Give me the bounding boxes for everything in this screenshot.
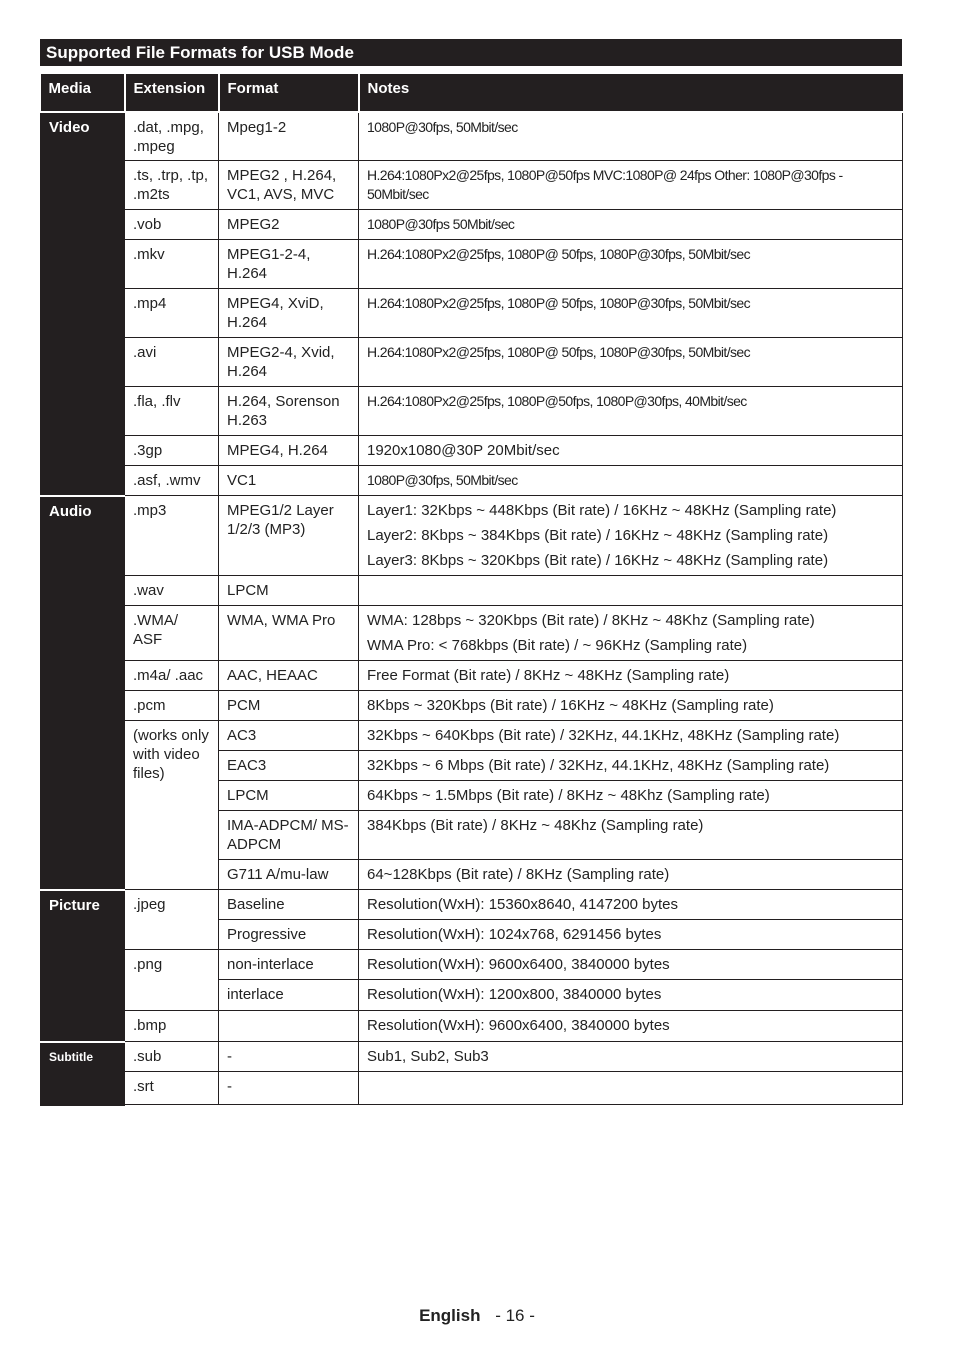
column-header-notes: Notes bbox=[359, 73, 903, 112]
extension-cell: .jpeg bbox=[125, 890, 219, 950]
format-cell: MPEG2 bbox=[219, 210, 359, 240]
media-picture: Picture bbox=[41, 890, 125, 1042]
extension-cell: .vob bbox=[125, 210, 219, 240]
table-row bbox=[41, 289, 903, 338]
extension-cell: .asf, .wmv bbox=[125, 466, 219, 496]
table-row bbox=[41, 950, 903, 980]
notes-cell: 64~128Kbps (Bit rate) / 8KHz (Sampling rate) bbox=[359, 860, 903, 890]
format-cell: AAC, HEAAC bbox=[219, 661, 359, 691]
table-row bbox=[41, 721, 903, 751]
extension-cell: .srt bbox=[125, 1072, 219, 1105]
format-cell: H.264, Sorenson H.263 bbox=[219, 387, 359, 436]
format-cell: LPCM bbox=[219, 781, 359, 811]
table-row bbox=[41, 161, 903, 210]
extension-cell: (works only with video files) bbox=[125, 721, 219, 890]
extension-cell: .wav bbox=[125, 576, 219, 606]
format-cell: IMA-ADPCM/ MS-ADPCM bbox=[219, 811, 359, 860]
footer-language: English bbox=[419, 1306, 481, 1325]
notes-cell: Resolution(WxH): 1024x768, 6291456 bytes bbox=[359, 920, 903, 950]
table-row bbox=[41, 661, 903, 691]
format-cell: - bbox=[219, 1042, 359, 1072]
format-cell: MPEG2 , H.264, VC1, AVS, MVC bbox=[219, 161, 359, 210]
extension-cell: .avi bbox=[125, 338, 219, 387]
format-cell: Mpeg1-2 bbox=[219, 112, 359, 161]
note-line: WMA: 128bps ~ 320Kbps (Bit rate) / 8KHz ~ 48Khz (Sampling rate) bbox=[367, 612, 815, 629]
format-cell: Baseline bbox=[219, 890, 359, 920]
note-line: WMA Pro: < 768kbps (Bit rate) / ~ 96KHz (Sampling rate) bbox=[367, 637, 748, 654]
table-row bbox=[41, 210, 903, 240]
media-audio: Audio bbox=[41, 496, 125, 890]
notes-cell: H.264:1080Px2@25fps, 1080P@50fps, 1080P@30fps, 40Mbit/sec bbox=[359, 387, 903, 436]
notes-cell: 1080P@30fps, 50Mbit/sec bbox=[359, 112, 903, 161]
notes-cell: 8Kbps ~ 320Kbps (Bit rate) / 16KHz ~ 48KHz (Sampling rate) bbox=[359, 691, 903, 721]
notes-cell: Free Format (Bit rate) / 8KHz ~ 48KHz (Sampling rate) bbox=[359, 661, 903, 691]
format-cell: WMA, WMA Pro bbox=[219, 606, 359, 661]
table-row bbox=[41, 1072, 903, 1105]
notes-cell: 384Kbps (Bit rate) / 8KHz ~ 48Khz (Sampling rate) bbox=[359, 811, 903, 860]
note-line: Layer1: 32Kbps ~ 448Kbps (Bit rate) / 16KHz ~ 48KHz (Sampling rate) bbox=[367, 502, 837, 519]
table-row bbox=[41, 436, 903, 466]
extension-cell: .mkv bbox=[125, 240, 219, 289]
extension-cell: .mp4 bbox=[125, 289, 219, 338]
header-row bbox=[41, 73, 903, 112]
section-title: Supported File Formats for USB Mode bbox=[40, 39, 902, 66]
format-cell: LPCM bbox=[219, 576, 359, 606]
note-line: Layer3: 8Kbps ~ 320Kbps (Bit rate) / 16KHz ~ 48KHz (Sampling rate) bbox=[367, 552, 829, 569]
format-cell: interlace bbox=[219, 980, 359, 1011]
extension-cell: .mp3 bbox=[125, 496, 219, 576]
column-header-extension: Extension bbox=[125, 73, 219, 112]
notes-cell: Resolution(WxH): 9600x6400, 3840000 bytes bbox=[359, 1011, 903, 1042]
notes-cell: Sub1, Sub2, Sub3 bbox=[359, 1042, 903, 1072]
notes-cell: H.264:1080Px2@25fps, 1080P@ 50fps, 1080P@30fps, 50Mbit/sec bbox=[359, 289, 903, 338]
format-cell: MPEG1/2 Layer 1/2/3 (MP3) bbox=[219, 496, 359, 576]
extension-cell: .bmp bbox=[125, 1011, 219, 1042]
table-row bbox=[41, 338, 903, 387]
extension-cell: .ts, .trp, .tp, .m2ts bbox=[125, 161, 219, 210]
table-row bbox=[41, 496, 903, 576]
extension-cell: .WMA/ ASF bbox=[125, 606, 219, 661]
format-cell: MPEG1-2-4, H.264 bbox=[219, 240, 359, 289]
extension-cell: .pcm bbox=[125, 691, 219, 721]
extension-cell: .png bbox=[125, 950, 219, 1011]
extension-cell: .3gp bbox=[125, 436, 219, 466]
table-row bbox=[41, 387, 903, 436]
media-subtitle: Subtitle bbox=[41, 1042, 125, 1105]
notes-cell: 1920x1080@30P 20Mbit/sec bbox=[359, 436, 903, 466]
notes-cell: H.264:1080Px2@25fps, 1080P@50fps MVC:1080P@ 24fps Other: 1080P@30fps - 50Mbit/sec bbox=[359, 161, 903, 210]
notes-cell: 64Kbps ~ 1.5Mbps (Bit rate) / 8KHz ~ 48Khz (Sampling rate) bbox=[359, 781, 903, 811]
format-cell: Progressive bbox=[219, 920, 359, 950]
file-formats-table bbox=[40, 72, 903, 1106]
notes-cell bbox=[359, 496, 903, 576]
notes-cell: H.264:1080Px2@25fps, 1080P@ 50fps, 1080P@30fps, 50Mbit/sec bbox=[359, 240, 903, 289]
note-line: Layer2: 8Kbps ~ 384Kbps (Bit rate) / 16KHz ~ 48KHz (Sampling rate) bbox=[367, 527, 829, 544]
table-row bbox=[41, 1042, 903, 1072]
page-footer bbox=[0, 1306, 954, 1326]
notes-cell: Resolution(WxH): 9600x6400, 3840000 bytes bbox=[359, 950, 903, 980]
table-row bbox=[41, 691, 903, 721]
format-cell: VC1 bbox=[219, 466, 359, 496]
table-row bbox=[41, 240, 903, 289]
media-video: Video bbox=[41, 112, 125, 496]
format-cell: - bbox=[219, 1072, 359, 1105]
format-cell bbox=[219, 1011, 359, 1042]
format-cell: AC3 bbox=[219, 721, 359, 751]
format-cell: G711 A/mu-law bbox=[219, 860, 359, 890]
format-cell: MPEG4, XviD, H.264 bbox=[219, 289, 359, 338]
notes-cell: 1080P@30fps 50Mbit/sec bbox=[359, 210, 903, 240]
table-row bbox=[41, 1011, 903, 1042]
table-row bbox=[41, 890, 903, 920]
table-row bbox=[41, 606, 903, 661]
notes-cell bbox=[359, 1072, 903, 1105]
format-cell: non-interlace bbox=[219, 950, 359, 980]
notes-cell: Resolution(WxH): 15360x8640, 4147200 bytes bbox=[359, 890, 903, 920]
notes-cell: Resolution(WxH): 1200x800, 3840000 bytes bbox=[359, 980, 903, 1011]
format-cell: MPEG4, H.264 bbox=[219, 436, 359, 466]
extension-cell: .fla, .flv bbox=[125, 387, 219, 436]
notes-cell: 1080P@30fps, 50Mbit/sec bbox=[359, 466, 903, 496]
extension-cell: .m4a/ .aac bbox=[125, 661, 219, 691]
format-cell: EAC3 bbox=[219, 751, 359, 781]
format-cell: MPEG2-4, Xvid, H.264 bbox=[219, 338, 359, 387]
notes-cell: 32Kbps ~ 6 Mbps (Bit rate) / 32KHz, 44.1KHz, 48KHz (Sampling rate) bbox=[359, 751, 903, 781]
notes-cell: H.264:1080Px2@25fps, 1080P@ 50fps, 1080P@30fps, 50Mbit/sec bbox=[359, 338, 903, 387]
extension-cell: .dat, .mpg, .mpeg bbox=[125, 112, 219, 161]
notes-cell bbox=[359, 606, 903, 661]
table-row bbox=[41, 112, 903, 161]
table-row bbox=[41, 466, 903, 496]
table-row bbox=[41, 576, 903, 606]
notes-cell bbox=[359, 576, 903, 606]
column-header-media: Media bbox=[41, 73, 125, 112]
notes-cell: 32Kbps ~ 640Kbps (Bit rate) / 32KHz, 44.1KHz, 48KHz (Sampling rate) bbox=[359, 721, 903, 751]
extension-cell: .sub bbox=[125, 1042, 219, 1072]
format-cell: PCM bbox=[219, 691, 359, 721]
column-header-format: Format bbox=[219, 73, 359, 112]
page-number: - 16 - bbox=[495, 1306, 535, 1325]
